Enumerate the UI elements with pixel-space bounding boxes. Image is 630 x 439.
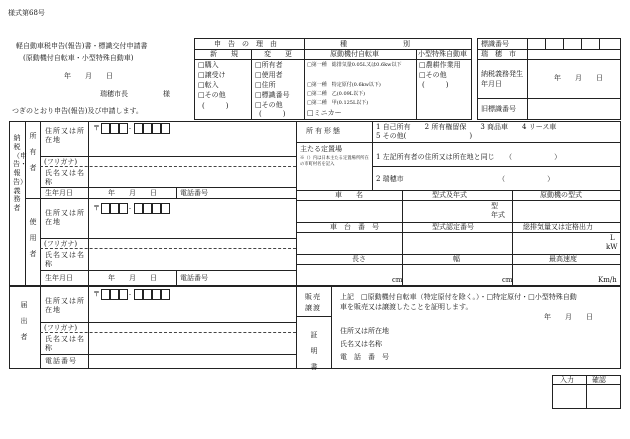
reason-new-other-paren: ( )	[202, 102, 229, 110]
approval-no-label: 型式認定番号	[432, 223, 474, 231]
ownership-label: 所有形態	[306, 127, 342, 135]
displacement-label: 総排気量又は定格出力	[523, 223, 593, 231]
motor-type1[interactable]: □第一種 総排気量0.05L又は0.6kw以下	[307, 62, 402, 68]
intro-text: つぎのとおり申告(報告)及び申請します。	[12, 107, 143, 115]
reason-new-movein[interactable]: □転入	[198, 81, 219, 89]
form-number: 様式第68号	[8, 9, 45, 17]
transfer-text-2: 車を販売又は譲渡したことを証明します。	[340, 303, 473, 311]
submission-date[interactable]: 年 月 日	[64, 72, 113, 80]
transfer-address-label: 住所又は所在地	[340, 327, 389, 335]
reason-new-label: 新 規	[210, 50, 238, 58]
reason-change-address[interactable]: □住所	[255, 81, 276, 89]
motor-bike-label: 原動機付自転車	[330, 50, 379, 58]
ownership-options-2[interactable]: 5 その他( )	[376, 132, 473, 140]
small-special-label: 小型特殊自動車	[418, 50, 467, 58]
user-postal-digit-1[interactable]	[101, 203, 110, 214]
reason-change-label: 変 更	[264, 50, 292, 58]
applicant-postal-digit-4[interactable]	[134, 289, 143, 300]
user-postal-digit-6[interactable]	[152, 203, 161, 214]
applicant-phone-label: 電話番号	[45, 357, 77, 365]
applicant-postal-digit-7[interactable]	[161, 289, 170, 300]
mayor-address: 瑞穂市長 様	[100, 90, 170, 98]
user-postal-mark: 〒	[93, 204, 100, 212]
owner-postal-digit-6[interactable]	[152, 123, 161, 134]
user-postal-digit-2[interactable]	[110, 203, 119, 214]
applicant-postal-digit-2[interactable]	[110, 289, 119, 300]
owner-postal-digit-4[interactable]	[134, 123, 143, 134]
owner-label: 所有者	[29, 132, 37, 173]
plate-label: 標識番号	[481, 40, 509, 48]
reason-new-purchase[interactable]: □購入	[198, 61, 219, 69]
transfer-phone-label: 電 話 番 号	[340, 353, 389, 361]
plate-city: 瑞 穂 市	[481, 50, 516, 58]
user-phone-label: 電話番号	[180, 274, 208, 282]
applicant-label: 届出者	[20, 301, 28, 342]
small-other[interactable]: □その他	[419, 71, 447, 79]
reason-header: 申 告 の 理 由	[214, 40, 277, 48]
motor-type1-special[interactable]: □第一種 特定原付(0.6kw以下)	[307, 82, 381, 88]
unit-kw: kW	[606, 243, 618, 251]
engine-model-label: 原動機の型式	[540, 191, 582, 199]
frame-no-label: 車 台 番 号	[330, 223, 379, 231]
reason-change-other-paren: ( )	[259, 110, 286, 118]
small-other-paren: ( )	[422, 81, 449, 89]
transfer-label: 販売譲渡	[305, 293, 321, 312]
applicant-name-label: 氏名又は名称	[45, 335, 85, 353]
year-unit: 年式	[491, 211, 505, 219]
storage-note: ※（）内は日本主たる定置場所所在の市町村名を記入	[300, 156, 369, 168]
office-confirm-label: 確認	[592, 376, 606, 384]
user-address-label: 住所又は所在地	[45, 209, 85, 227]
motor-type2-b[interactable]: □第二種 乙(0.09L以下)	[307, 91, 366, 97]
owner-postal-digit-1[interactable]	[101, 123, 110, 134]
model-unit: 型	[491, 202, 498, 210]
width-unit: cm	[502, 276, 513, 284]
form-subtitle: (原動機付自転車・小型特殊自動車)	[23, 54, 134, 62]
reason-change-user[interactable]: □使用者	[255, 71, 283, 79]
applicant-furigana-label: (フリガナ)	[44, 324, 78, 332]
applicant-postal-digit-6[interactable]	[152, 289, 161, 300]
user-birth-value[interactable]: 年 月 日	[108, 274, 157, 282]
office-input-label: 入力	[560, 376, 574, 384]
applicant-postal-digit-3[interactable]	[119, 289, 128, 300]
owner-furigana-label: (フリガナ)	[44, 158, 78, 166]
user-postal-digit-4[interactable]	[134, 203, 143, 214]
motor-minicar[interactable]: □ミニカー	[307, 109, 342, 117]
applicant-postal-digit-5[interactable]	[143, 289, 152, 300]
width-label: 幅	[453, 255, 460, 263]
applicant-address-label: 住所又は所在地	[45, 297, 85, 315]
motor-type2-a[interactable]: □第二種 甲(0.125L以下)	[307, 100, 369, 106]
storage-option-1[interactable]: 1 左記所有者の住所又は所在地と同じ （ ）	[376, 153, 562, 161]
owner-birth-value[interactable]: 年 月 日	[108, 189, 157, 197]
owner-postal-digit-2[interactable]	[110, 123, 119, 134]
speed-unit: Km/h	[598, 276, 617, 284]
owner-phone-label: 電話番号	[180, 189, 208, 197]
applicant-postal-digit-1[interactable]	[101, 289, 110, 300]
duty-date-label: 納税義務発生年月日	[481, 70, 523, 88]
vehicle-type-header: 種 別	[340, 40, 410, 48]
owner-address-label: 住所又は所在地	[45, 127, 85, 145]
user-name-label: 氏名又は名称	[45, 251, 85, 269]
car-name-label: 車 名	[335, 191, 363, 199]
user-postal-digit-3[interactable]	[119, 203, 128, 214]
user-postal-digit-7[interactable]	[161, 203, 170, 214]
user-furigana-label: (フリガナ)	[44, 240, 78, 248]
owner-birth-label: 生年月日	[45, 189, 73, 197]
transfer-text-1: 上記 □原動機付自転車（特定原付を除く。）・□特定原付・□小型特殊自動	[340, 293, 577, 301]
reason-change-owner[interactable]: □所有者	[255, 61, 283, 69]
form-title: 軽自動車税申告(報告)書・標識交付申請書	[16, 42, 148, 50]
transfer-date[interactable]: 年 月 日	[544, 313, 593, 321]
max-speed-label: 最高速度	[549, 255, 577, 263]
length-label: 長さ	[352, 255, 366, 263]
ownership-options-1[interactable]: 1 自己所有 2 所有権留保 3 商品車 4 リース車	[376, 123, 557, 131]
length-unit: cm	[392, 276, 403, 284]
user-postal-digit-5[interactable]	[143, 203, 152, 214]
owner-postal-digit-7[interactable]	[161, 123, 170, 134]
owner-postal-digit-5[interactable]	[143, 123, 152, 134]
reason-new-other[interactable]: □その他	[198, 91, 226, 99]
user-label: 使用者	[29, 218, 37, 259]
small-agri[interactable]: □農耕作業用	[419, 61, 461, 69]
owner-postal-digit-3[interactable]	[119, 123, 128, 134]
cert-label: 証明書	[310, 331, 318, 372]
duty-date-value[interactable]: 年 月 日	[554, 74, 603, 82]
user-birth-label: 生年月日	[45, 274, 73, 282]
old-plate-label: 旧標識番号	[481, 105, 516, 113]
owner-name-label: 氏名又は名称	[45, 169, 85, 187]
storage-label: 主たる定置場	[300, 145, 342, 153]
reason-change-plate[interactable]: □標識番号	[255, 91, 290, 99]
year-model-label: 型式及年式	[432, 191, 467, 199]
applicant-postal-mark: 〒	[93, 290, 100, 298]
unit-l: L	[610, 234, 615, 242]
owner-postal-mark: 〒	[93, 124, 100, 132]
storage-option-2[interactable]: 2 瑞穂市 （ ）	[376, 175, 555, 183]
reason-new-transfer[interactable]: □譲受け	[198, 71, 226, 79]
taxpayer-section-label: 納税（申告・報告）義務者	[13, 134, 27, 212]
reason-change-other[interactable]: □その他	[255, 101, 283, 109]
transfer-name-label: 氏名又は名称	[340, 340, 382, 348]
